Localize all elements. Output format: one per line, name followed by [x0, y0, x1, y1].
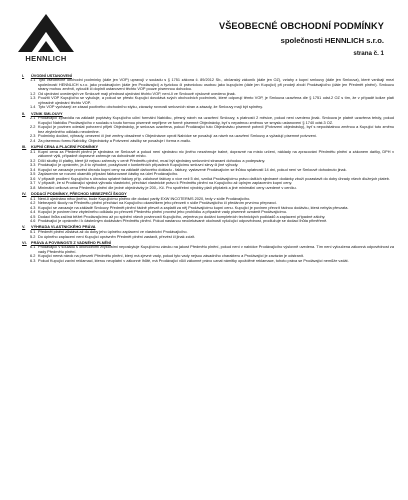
clause [22, 186, 394, 191]
clause-number: 3.1 [30, 149, 36, 154]
clause-number: 1.2 [30, 91, 36, 96]
clause [22, 259, 394, 264]
section [22, 241, 394, 264]
section-number: II. [22, 111, 26, 116]
clause-number: 5.2 [30, 234, 36, 239]
section-title: VZNIK SMLOUVY [31, 111, 63, 116]
clause-text: Kupující je povinen odeslat potvrzení přijetí Objednávky, je smlouva uzavřena, pokud Prodávající tuto Objednávku písemně potvrdí (Potvrzení objednávky), byť s nepodstatnou změnou a Kupující tuto změnu bez zbytečného odkladu neodmítne. [38, 125, 394, 134]
clause-number: 6.2 [30, 254, 36, 259]
document-title: VŠEOBECNÉ OBCHODNÍ PODMÍNKY [218, 21, 384, 31]
page-number: strana č. 1 [353, 50, 384, 57]
clause-text: Prodávající zpravidla na základě poptávky Kupujícího učiní formální Nabídku, přesný návrh na uzavření Smlouvy, s platností 2 měsíce, pokud není uvedeno jinak. Smlouva je platně uzavřena tehdy, pokud Kupující Nabídku Prodávajícího v souladu s touto formou písemně nepřijme ve formě písemné Objednávky, byť s nepatrnou změnou ve smyslu ustanovení § 1740 odst.3 OZ. [38, 116, 394, 125]
clause-number: 2.3 [30, 134, 36, 139]
clause [22, 219, 394, 224]
clause-text: Za písemnou formu Nabídky, Objednávky a Potvrzení zásilky se považuje i forma e-mailu. [38, 138, 191, 143]
section-title: VÝHRADA VLASTNICKÉHO PRÁVA [31, 225, 96, 230]
section-title: ÚVODNÍ USTANOVENÍ [31, 73, 72, 78]
document-header [219, 21, 384, 57]
clause [22, 235, 394, 240]
clause-text: Kupní cena za Předmět plnění je sjednána ve Smlouvě a pokud není sjednáno nic jiného nezahrnuje balné, dopravné na místo určení, náklady na zpracování Předmětu plnění a zákonem daňky, DPH v zákonné výši, případně dopravné zahrnuje na dohodnuté místo. [38, 149, 394, 159]
clause-text: Prodávající v souladu s obchodními zvyklostmi neposkytuje Kupujícímu záruku na jakost Předmětu plnění, pokud není v nabídce Prodávajícího výslovně uvedena. Tím není vyloučena zákonná odpovědnost za vady Předmětu plnění. [38, 245, 394, 254]
section-title: DODACÍ PODMÍNKY, PŘECHOD NEBEZPEČÍ ŠKODY [31, 192, 127, 197]
section-number: V. [22, 225, 26, 230]
clause-text: Nebezpečí škody na Předmětu plnění přechází na Kupujícího okamžikem jeho převzetí v sídle Prodávajícího či předáním prvnímu přepravci. [38, 201, 277, 206]
clause-text: Tyto všeobecné obchodní podmínky (dále jen VOP) upravují v souladu s § 1751 zákona č. 89/2012 Sb., občanský zákoník (dále jen OZ), vztahy z kupní smlouvy (dále jen Smlouva), které vznikají mezi společností HENNLICH s.r.o. jako prodávajícím (dále jen Prodávající) a fyzickou či právnickou osobou jako kupujícím (dále jen Kupující) při prodeji zboží Prodávajícího (dále jen Předmět plnění). Smlouvu strany mohou změnit, vyloučit či doplnit ustanovení těchto VOP pouze písemnou dohodou. [38, 78, 394, 92]
clause-text: Kupující se zavazuje provést úhradu kupní ceny na základě daňového dokladu - faktury, vystavené Prodávajícím se lhůtou splatnosti 14 dní, pokud není ve Smlouvě dohodnuto jinak. [38, 167, 347, 172]
clause-number: 6.3 [30, 258, 36, 263]
clause-number: 3.7 [30, 181, 36, 186]
clause-number: 4.5 [30, 214, 36, 219]
clause-number: 5.1 [30, 230, 36, 235]
clause-number: 2.4 [30, 138, 36, 143]
clause-text: Použití VOP Kupujícího se vylučuje, a pokud se přesto Kupující dovolává svých obchodních podmínek, které odporují těmto VOP, je Smlouva uzavřena dle § 1751 odst.2 OZ s tím, že v případě kolize platí výhradně ujednání těchto VOP. [38, 96, 394, 105]
clause-text: Zaplacením se rozumí okamžik připsání fakturované částky na účet Prodávajícího. [38, 172, 179, 177]
section [22, 74, 394, 110]
clause [22, 139, 394, 144]
clause-text: Prodávající je oprávněn, je-li to výhodné, poskytovat v konkrétních případech Kupujícímu smluvní slevy či jiné výhody. [38, 163, 239, 168]
hennlich-logo-icon [16, 12, 76, 74]
section-number: I. [22, 73, 25, 78]
clause-text: Kupující je povinen bez zbytečného odkladu po převzetí Předmětu plnění provést jeho prohlídku a případné vady písemně oznámit Prodávajícímu. [38, 210, 287, 215]
clause-text: Kupující se zavazuje na základě Smlouvy Předmět plnění řádně převzít a zaplatit za něj Prodávajícímu kupní cenu. Kupující je povinen převzít řádnou dodávku, která nebyla převzata. [38, 205, 349, 210]
company-name: společnosti HENNLICH s.r.o. [280, 36, 384, 45]
clause-text: Prodávající je oprávněn i k částečným dodávkám Předmětu plnění. Pokud nastanou neočekávané okolnosti vylučující odpovědnost, prodlužuje se dodací lhůta přiměřeně. [38, 219, 328, 224]
section [22, 192, 394, 224]
clause-number: 4.4 [30, 210, 36, 215]
section-number: III. [22, 144, 27, 149]
clause [22, 105, 394, 110]
clause-number: 1.1 [30, 78, 36, 83]
clause-number: 4.1 [30, 196, 36, 201]
section-title: KUPNÍ CENA A PLACENÍ PODMÍNKY [31, 144, 99, 149]
section [22, 112, 394, 144]
section-number: VI. [22, 240, 27, 245]
clause-number: 3.4 [30, 167, 36, 172]
clause-text: Kupující nemá nárok na převzetí Předmětu plnění, který má zjevné vady, pokud tyto vady nejsou zásadního charakteru a Prodávající je zavázán je odstranit. [38, 254, 304, 259]
clause-number: 3.8 [30, 185, 36, 190]
clause [22, 245, 394, 254]
document-body [22, 72, 394, 263]
clause-number: 4.6 [30, 219, 36, 224]
clause-text: Podmínky dodání, výhrady, omezení či jiné změny obsažené v Objednávce oproti Nabídce se považují za návrh na uzavření Smlouvy a vyžadují písemné potvrzení. [38, 134, 318, 139]
clause-number: 1.3 [30, 96, 36, 101]
clause [22, 116, 394, 125]
clause-text: Minimální celková cena Předmětu plnění dle jedné objednávky je 200,- Kč. Pro spotřební výrobky platí příplatek a jiné minimální ceny uvedené v ceníku. [38, 185, 297, 190]
clause [22, 78, 394, 92]
clause [22, 150, 394, 159]
clause-number: 3.2 [30, 158, 36, 163]
clause [22, 125, 394, 134]
clause-text: Tyto VOP vycházejí ze zásad poctivého obchodního styku, závazky rovnosti smluvních stran a zásady, že Smlouvy mají být splněny. [38, 105, 263, 110]
clause-number: 3.6 [30, 176, 36, 181]
clause-number: 2.2 [30, 125, 36, 130]
clause-number: 2.1 [30, 116, 36, 121]
clause-number: 3.5 [30, 172, 36, 177]
brand-name: HENNLICH [25, 54, 67, 63]
clause-text: V případě prodlení Kupujícího s úhradou splatné faktury příp. zálohové faktury o více než 5 dní, vzniká Prodávajícímu právo dalších sjednané dodávky zboží pozastavit do doby úhrady všech dlužných plateb. [38, 176, 390, 181]
clause-number: 1.4 [30, 105, 36, 110]
section-title: PRÁVA A POVINNOSTI Z VADNÉHO PLNĚNÍ [31, 240, 111, 245]
clause-text: Od ujednání uvedených ve Smlouvě mají přednost ujednání těchto VOP, není-li ve Smlouvě výslovně uvedeno jinak. [38, 91, 236, 96]
clause [22, 96, 394, 105]
clause-text: Není-li ujednáno něco jiného, bude Kupujícímu plněno dle dodací parity EXW INCOTERMS 2020, tedy v sídle Prodávajícího. [38, 196, 251, 201]
clause-text: Dodací lhůta začíná běžet Prodávajícímu až po splnění všech povinností Kupujícího, zejména po dodání kompletních technických podkladů a zaplacení případné zálohy. [38, 214, 326, 219]
section [22, 145, 394, 190]
section-number: IV. [22, 192, 27, 197]
clause-text: Předmět plnění zůstává až do doby jeho úplného zaplacení ve vlastnictví Prodávajícího. [38, 230, 188, 235]
clause-text: Pokud Kupující zaviní reklamaci, kterou neuplatní v zákonné lhůtě, má Prodávající vůči zákonné právo uznat námitky opožděné reklamace, tohoto práva se Prodávající nemůže vzdát. [38, 258, 349, 263]
clause-number: 4.3 [30, 205, 36, 210]
clause-text: Dílčí skutby či platby, které již nejsou zahrnuty v ceně Předmětu plnění, musí být sjednány smluvními stranami dohodou a podepsány. [38, 158, 266, 163]
clause-number: 4.2 [30, 201, 36, 206]
clause-number: 3.3 [30, 163, 36, 168]
clause-text: Do úplného zaplacení není Kupující oprávněn Předmět plnění zastavit, převést či jinak zcizit. [38, 234, 196, 239]
clause-number: 6.1 [30, 245, 36, 250]
section [22, 225, 394, 239]
clause-text: V případě, že si Prodávající sjedná výhradu vlastnictví, přechází vlastnické právo k Předmětu plnění na Kupujícího až úplným zaplacením kupní ceny. [38, 181, 293, 186]
